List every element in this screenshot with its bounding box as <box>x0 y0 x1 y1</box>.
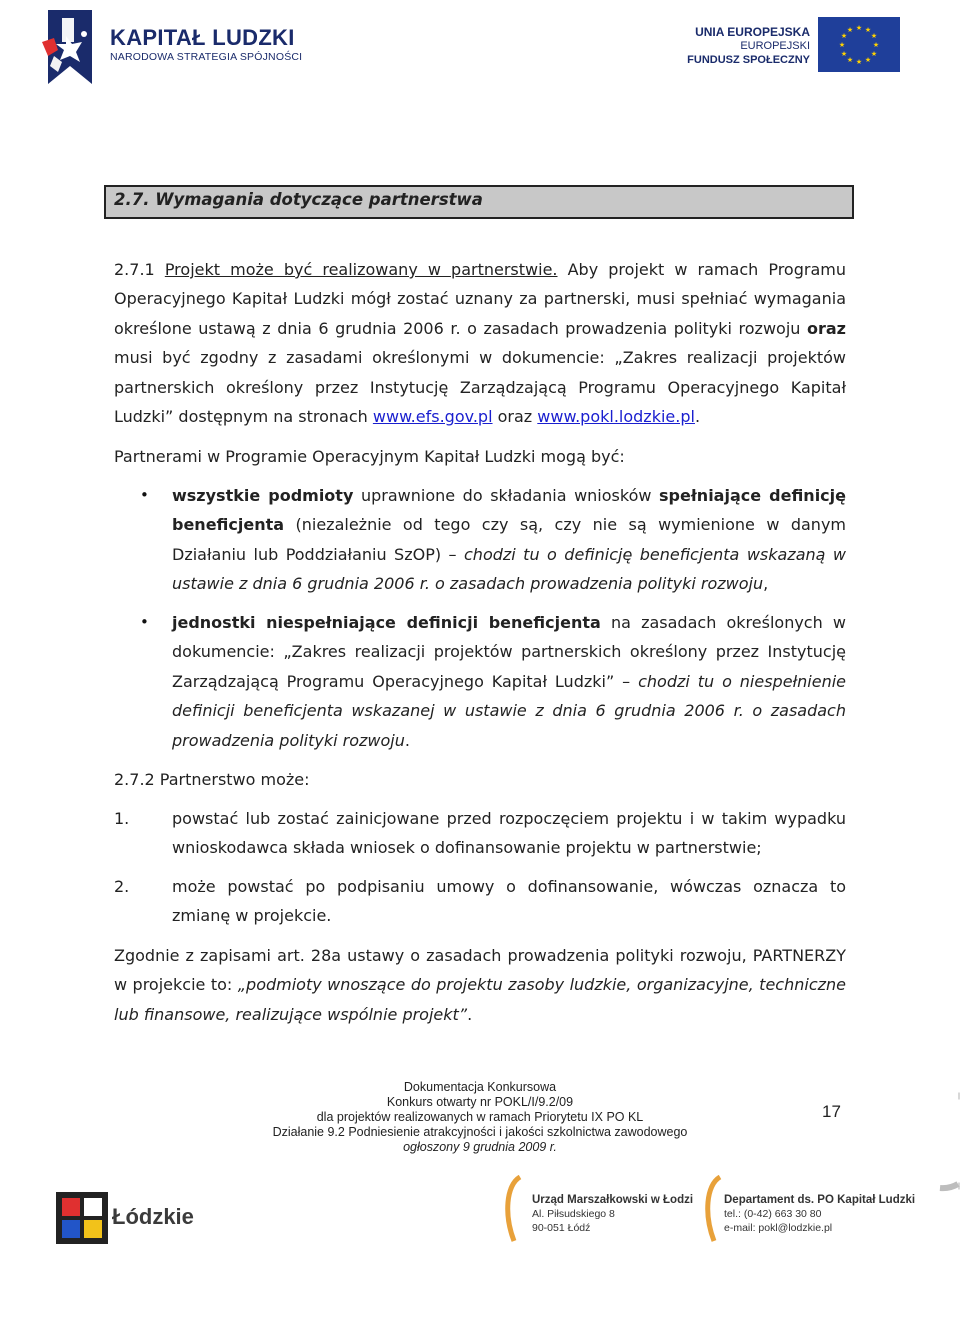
dep-tel: tel.: (0-42) 663 30 80 <box>724 1208 822 1220</box>
p271-end: . <box>694 407 701 427</box>
lodzkie-name: Łódzkie <box>112 1204 194 1229</box>
footer-line-3: dla projektów realizowanych w ramach Priorytetu IX PO KL <box>316 1110 644 1124</box>
um-city: 90-051 Łódź <box>532 1222 591 1234</box>
bullet-2-end: . <box>404 730 410 750</box>
ue-line-1: UNIA EUROPEJSKA <box>695 25 810 39</box>
p272-title: 2.7.2 Partnerstwo może: <box>114 770 310 789</box>
svg-text:★: ★ <box>846 56 854 64</box>
bullet-2-text: na zasadach określonych w dokumencie: „Zakres realizacji projektów partnerskich określony przez Instytucję Zarządzającą Programu Operacyjnego Kapitał Ludzki” – <box>172 613 847 691</box>
link-efs[interactable]: www.efs.gov.pl <box>372 407 493 427</box>
svg-text:★: ★ <box>864 26 872 34</box>
section-title: 2.7. Wymagania dotyczące partnerstwa <box>114 190 483 209</box>
footer-info <box>240 1080 720 1155</box>
p271-underlined: Projekt może być realizowany w partnerstwie. <box>164 260 558 279</box>
bullet-2-italic: chodzi tu o niespełnienie definicji beneficjenta wskazanej w ustawie z dnia 6 grudnia 2006 r. o zasadach prowadzenia polityki rozwoju <box>172 671 847 750</box>
p271-text-a: Aby projekt w ramach Programu Operacyjnego Kapitał Ludzki mógł zostać uznany za partnerski, musi spełniać wymagania określone ustawą z dnia 6 grudnia 2006 r. o zasadach prowadzenia polityki rozwoju <box>114 260 846 338</box>
um-title: Urząd Marszałkowski w Łodzi <box>532 1194 694 1206</box>
closing-italic: „podmioty wnoszące do projektu zasoby ludzkie, organizacyjne, techniczne lub finansowe, realizujące wspólnie projekt” <box>114 975 847 1024</box>
kl-title: KAPITAŁ LUDZKI <box>110 25 295 50</box>
svg-text:★: ★ <box>840 50 848 58</box>
footer-line-5: ogłoszony 9 grudnia 2009 r. <box>403 1140 557 1154</box>
ue-text-block <box>687 25 810 67</box>
svg-text:★: ★ <box>855 24 863 32</box>
bullet-1-dot: • <box>140 486 149 504</box>
list-item-2-text: może powstać po podpisaniu umowy o dofinansowanie, wówczas oznacza to zmianę w projekcie. <box>172 877 846 926</box>
bullet-1-text-b: (niezależnie od tego czy są, czy nie są wymienione w danym Działaniu lub Poddziałaniu SzOP) – <box>172 515 846 564</box>
closing-end: . <box>467 1004 473 1024</box>
ue-line-3: FUNDUSZ SPOŁECZNY <box>687 54 810 66</box>
closing-paragraph <box>114 941 846 1029</box>
dep-accent-icon <box>700 1175 724 1243</box>
svg-text:★: ★ <box>872 41 880 49</box>
svg-text:★: ★ <box>870 32 878 40</box>
footer-line-1: Dokumentacja Konkursowa <box>403 1080 557 1094</box>
bullet-1-end: , <box>763 574 769 594</box>
decorative-arc-icon <box>900 1088 960 1198</box>
lodzkie-logo-icon <box>56 1192 108 1244</box>
svg-text:★: ★ <box>855 58 863 66</box>
kapital-ludzki-emblem-icon <box>40 6 110 88</box>
svg-text:★: ★ <box>864 56 872 64</box>
eu-flag-icon <box>818 17 900 72</box>
closing-text: Zgodnie z zapisami art. 28a ustawy o zasadach prowadzenia polityki rozwoju, PARTNERZY w projekcie to: <box>114 946 846 995</box>
svg-text:★: ★ <box>838 41 846 49</box>
list-item-1-text: powstać lub zostać zainicjowane przed rozpoczęciem projektu i w takim wypadku wnioskodawca składa wniosek o dofinansowanie projektu w partnerstwie; <box>172 809 846 858</box>
bullet-1-text-a: uprawnione do składania wniosków <box>360 486 652 505</box>
p271-and: oraz <box>497 407 533 427</box>
um-contact <box>532 1193 693 1235</box>
footer-line-2: Konkurs otwarty nr POKL/I/9.2/09 <box>386 1095 574 1109</box>
svg-text:★: ★ <box>840 32 848 40</box>
dep-contact <box>724 1193 915 1235</box>
dep-email: e-mail: pokl@lodzkie.pl <box>724 1222 833 1234</box>
svg-text:★: ★ <box>870 50 878 58</box>
footer-line-4: Działanie 9.2 Podniesienie atrakcyjności i jakości szkolnictwa zawodowego <box>272 1125 688 1139</box>
list-item-1-number: 1. <box>114 809 130 828</box>
p271-number: 2.7.1 <box>114 260 155 279</box>
kl-subtitle: NARODOWA STRATEGIA SPÓJNOŚCI <box>110 51 303 63</box>
ue-line-2: EUROPEJSKI <box>740 40 810 52</box>
p271-text-b: musi być zgodny z zasadami określonymi w dokumencie: „Zakres realizacji projektów partnerskich określony przez Instytucję Zarządzającą Programu Operacyjnego Kapitał Ludzki” dostępnym na stronach <box>114 348 846 427</box>
dep-title: Departament ds. PO Kapitał Ludzki <box>724 1194 916 1206</box>
page-number: 17 <box>822 1102 841 1121</box>
bullet-1 <box>172 481 846 599</box>
link-pokl-lodzkie[interactable]: www.pokl.lodzkie.pl <box>537 407 695 427</box>
um-street: Al. Piłsudskiego 8 <box>532 1208 615 1220</box>
um-accent-icon <box>500 1175 524 1243</box>
p271-oraz: oraz <box>807 318 846 338</box>
bullet-1-italic: chodzi tu o definicję beneficjenta wskazaną w ustawie z dnia 6 grudnia 2006 r. o zasadach prowadzenia polityki rozwoju <box>172 544 846 594</box>
svg-text:★: ★ <box>846 26 854 34</box>
bullet-1-bold-a: wszystkie podmioty <box>172 486 354 505</box>
bullet-2-bold: jednostki niespełniające definicji beneficjenta <box>172 613 601 632</box>
partners-intro: Partnerami w Programie Operacyjnym Kapitał Ludzki mogą być: <box>114 447 625 466</box>
bullet-2 <box>172 608 846 755</box>
list-item-2-number: 2. <box>114 877 130 896</box>
bullet-2-dot: • <box>140 613 149 631</box>
paragraph-2-7-1 <box>114 255 846 431</box>
bullet-1-bold-b: spełniające definicję beneficjenta <box>172 486 847 535</box>
